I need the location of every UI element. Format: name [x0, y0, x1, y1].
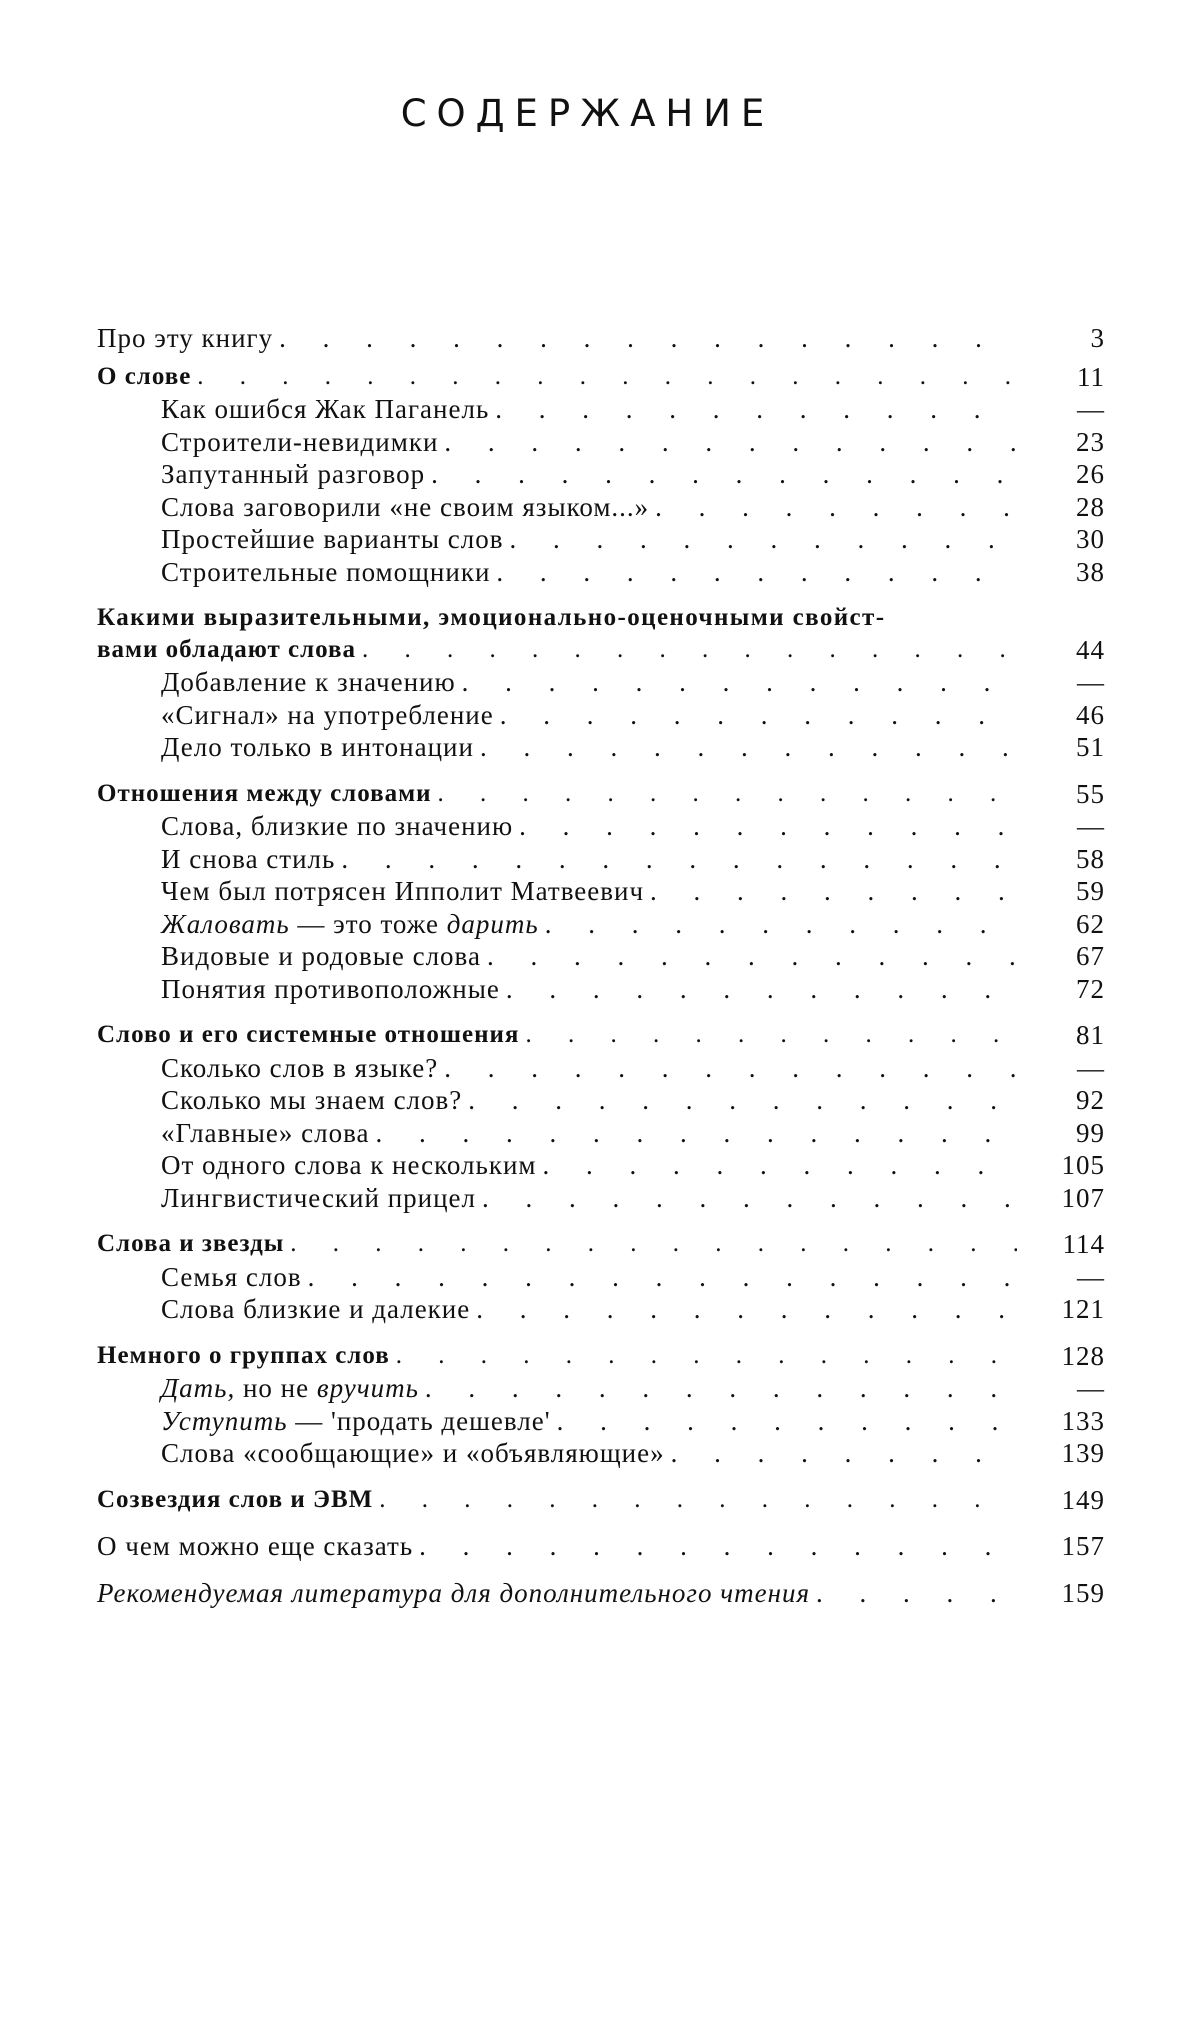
toc-page-number: — — [1077, 1261, 1105, 1292]
toc-entry-title: Семья слов — [161, 1261, 308, 1294]
toc-entry-title: От одного слова к нескольким — [161, 1149, 542, 1182]
toc-entry-title: Запутанный разговор — [161, 458, 431, 491]
toc-entry-title: Слова заговорили «не своим языком...» — [161, 491, 655, 524]
toc-entry-title: Слова «сообщающие» и «объявляющие» — [161, 1437, 671, 1470]
dot-leader — [557, 1405, 1017, 1437]
toc-entry — [97, 1372, 1105, 1405]
toc-page-number: 72 — [1076, 973, 1105, 1004]
toc-entry-title: Отношения между словами — [97, 778, 438, 811]
toc-entry-title: «Главные» слова — [161, 1117, 375, 1150]
toc-entry — [97, 393, 1105, 426]
dot-leader — [671, 1437, 1017, 1469]
toc-entry-title: Про эту книгу — [97, 322, 279, 355]
toc-page-number: 62 — [1076, 908, 1105, 939]
toc-italic-term: Уступить — [161, 1405, 288, 1436]
toc-page-number: 105 — [1061, 1150, 1105, 1180]
dot-leader — [444, 1052, 1017, 1084]
toc-entry — [97, 458, 1105, 491]
toc-page-number: — — [1077, 1373, 1105, 1403]
dot-leader — [279, 322, 1017, 354]
toc-entry — [97, 426, 1105, 459]
dot-leader — [431, 458, 1017, 490]
toc-entry-title: Слова близкие и далекие — [161, 1293, 476, 1326]
toc-entry — [97, 1530, 1105, 1563]
toc-entry-title: Сколько мы знаем слов? — [161, 1084, 468, 1117]
dot-leader — [308, 1261, 1017, 1293]
dot-leader — [525, 1019, 1017, 1051]
dot-leader — [444, 426, 1017, 458]
toc-entry-title: «Сигнал» на употребление — [161, 699, 500, 732]
toc-entry — [97, 731, 1105, 764]
toc-entry-title: Простейшие варианты слов — [161, 523, 510, 556]
toc-entry — [97, 908, 1105, 941]
toc-chapter — [97, 1484, 1105, 1517]
dot-leader — [482, 1182, 1017, 1214]
toc-entry-title: Дело только в интонации — [161, 731, 480, 764]
dot-leader — [379, 1484, 1017, 1516]
toc-entry-title: О слове — [97, 361, 197, 394]
toc-page-number: 3 — [1090, 323, 1105, 353]
toc-entry — [97, 843, 1105, 876]
toc-entry-title: Добавление к значению — [161, 666, 462, 699]
toc-entry-connector: — 'продать дешевле' — [287, 1405, 551, 1436]
toc-entry-title — [161, 908, 545, 941]
toc-entry-title: Рекомендуемая литература для дополнительного чтения — [97, 1577, 816, 1610]
table-of-contents — [97, 322, 1105, 1609]
dot-leader — [480, 731, 1017, 763]
toc-entry — [97, 556, 1105, 589]
toc-entry — [97, 666, 1105, 699]
toc-page-number: 23 — [1076, 426, 1105, 457]
dot-leader — [341, 843, 1017, 875]
dot-leader — [500, 699, 1017, 731]
toc-page-number: 121 — [1061, 1294, 1105, 1324]
dot-leader — [438, 778, 1018, 810]
toc-entry-title: Слова и звезды — [97, 1228, 290, 1261]
toc-page-number: — — [1077, 811, 1105, 841]
toc-page-number: 107 — [1061, 1182, 1105, 1213]
toc-entry-title: Лингвистический прицел — [161, 1182, 482, 1215]
toc-page-number: 26 — [1076, 459, 1105, 489]
dot-leader — [816, 1577, 1017, 1609]
toc-italic-term: вручить — [316, 1373, 419, 1403]
toc-entry — [97, 1437, 1105, 1470]
toc-entry-title: Строительные помощники — [161, 556, 496, 589]
toc-entry-title-line1: Какими выразительными, эмоционально-оценочными свойст- — [97, 604, 886, 631]
toc-entry-title: Понятия противоположные — [161, 973, 506, 1006]
toc-entry-title-line2: вами обладают слова — [97, 634, 362, 667]
toc-page-number: 81 — [1076, 1020, 1105, 1050]
toc-page-number: 128 — [1061, 1340, 1105, 1371]
dot-leader — [290, 1228, 1017, 1260]
toc-page-number: 159 — [1061, 1577, 1105, 1608]
page-title: СОДЕРЖАНИЕ — [400, 92, 775, 135]
dot-leader — [506, 973, 1017, 1005]
toc-page-number: 157 — [1061, 1531, 1105, 1561]
toc-italic-term: дарить — [446, 908, 539, 939]
toc-entry-title: Чем был потрясен Ипполит Матвеевич — [161, 875, 650, 908]
dot-leader — [396, 1340, 1017, 1372]
toc-page-number: 139 — [1061, 1438, 1105, 1468]
toc-entry-connector: — это тоже — [289, 908, 447, 939]
dot-leader — [468, 1084, 1017, 1116]
toc-page-number: 114 — [1062, 1229, 1105, 1259]
toc-entry-title: О чем можно еще сказать — [97, 1530, 419, 1563]
toc-entry — [97, 491, 1105, 524]
toc-entry-title: Видовые и родовые слова — [161, 940, 487, 973]
toc-page-number: 38 — [1076, 556, 1105, 587]
toc-entry-title: Сколько слов в языке? — [161, 1052, 444, 1085]
toc-page-number: 30 — [1076, 524, 1105, 554]
toc-entry — [97, 1117, 1105, 1150]
dot-leader — [542, 1149, 1017, 1181]
toc-entry — [97, 1577, 1105, 1610]
toc-entry — [97, 810, 1105, 843]
toc-entry-title: Строители-невидимки — [161, 426, 444, 459]
dot-leader — [476, 1293, 1017, 1325]
toc-entry-connector: но не — [235, 1373, 317, 1403]
toc-chapter — [97, 1019, 1105, 1052]
dot-leader — [197, 361, 1017, 393]
dot-leader — [375, 1117, 1017, 1149]
toc-entry-title — [161, 1405, 557, 1438]
toc-chapter — [97, 602, 1105, 666]
toc-chapter — [97, 1228, 1105, 1261]
dot-leader — [519, 810, 1017, 842]
toc-page-number: — — [1077, 394, 1105, 424]
toc-page-number: 99 — [1076, 1117, 1105, 1148]
toc-page-number: — — [1077, 1052, 1105, 1083]
toc-italic-term: Дать, — [161, 1373, 236, 1403]
toc-entry — [97, 1052, 1105, 1085]
toc-chapter — [97, 361, 1105, 394]
toc-page-number: 28 — [1076, 491, 1105, 522]
dot-leader — [487, 940, 1017, 972]
toc-entry — [97, 940, 1105, 973]
toc-entry-title: Созвездия слов и ЭВМ — [97, 1484, 379, 1517]
toc-entry — [97, 699, 1105, 732]
toc-entry — [97, 1084, 1105, 1117]
toc-page-number: 92 — [1076, 1085, 1105, 1115]
dot-leader — [510, 523, 1017, 555]
toc-entry-title: Слова, близкие по значению — [161, 810, 519, 843]
toc-page-number: 133 — [1061, 1405, 1105, 1436]
toc-chapter — [97, 778, 1105, 811]
toc-entry-title — [161, 1372, 425, 1405]
toc-entry — [97, 1293, 1105, 1326]
toc-entry — [97, 1261, 1105, 1294]
dot-leader — [419, 1530, 1017, 1562]
toc-page-number: 58 — [1076, 843, 1105, 874]
toc-entry-title: Слово и его системные отношения — [97, 1019, 525, 1052]
toc-page-number: 59 — [1076, 876, 1105, 906]
toc-entry — [97, 523, 1105, 556]
toc-entry — [97, 1182, 1105, 1215]
toc-entry-title: И снова стиль — [161, 843, 341, 876]
dot-leader — [495, 393, 1017, 425]
dot-leader — [425, 1372, 1017, 1404]
toc-italic-term: Жаловать — [161, 908, 290, 939]
toc-entry — [97, 322, 1105, 355]
toc-entry — [97, 973, 1105, 1006]
dot-leader — [650, 875, 1017, 907]
toc-page-number: 67 — [1076, 941, 1105, 971]
toc-entry — [97, 1149, 1105, 1182]
toc-page-number: 11 — [1077, 361, 1105, 392]
toc-entry — [97, 1405, 1105, 1438]
toc-entry-title: Как ошибся Жак Паганель — [161, 393, 495, 426]
toc-page-number: 46 — [1076, 699, 1105, 730]
toc-page-number: 44 — [1076, 634, 1105, 665]
dot-leader — [545, 908, 1017, 940]
toc-chapter — [97, 1340, 1105, 1373]
toc-entry — [97, 875, 1105, 908]
toc-page-number: 149 — [1061, 1484, 1105, 1515]
toc-page-number: 51 — [1076, 732, 1105, 762]
dot-leader — [496, 556, 1017, 588]
toc-page-number: 55 — [1076, 778, 1105, 809]
toc-page-number: — — [1077, 667, 1105, 697]
toc-entry-title: Немного о группах слов — [97, 1340, 396, 1373]
dot-leader — [362, 634, 1017, 666]
dot-leader — [655, 491, 1017, 523]
dot-leader — [462, 666, 1017, 698]
